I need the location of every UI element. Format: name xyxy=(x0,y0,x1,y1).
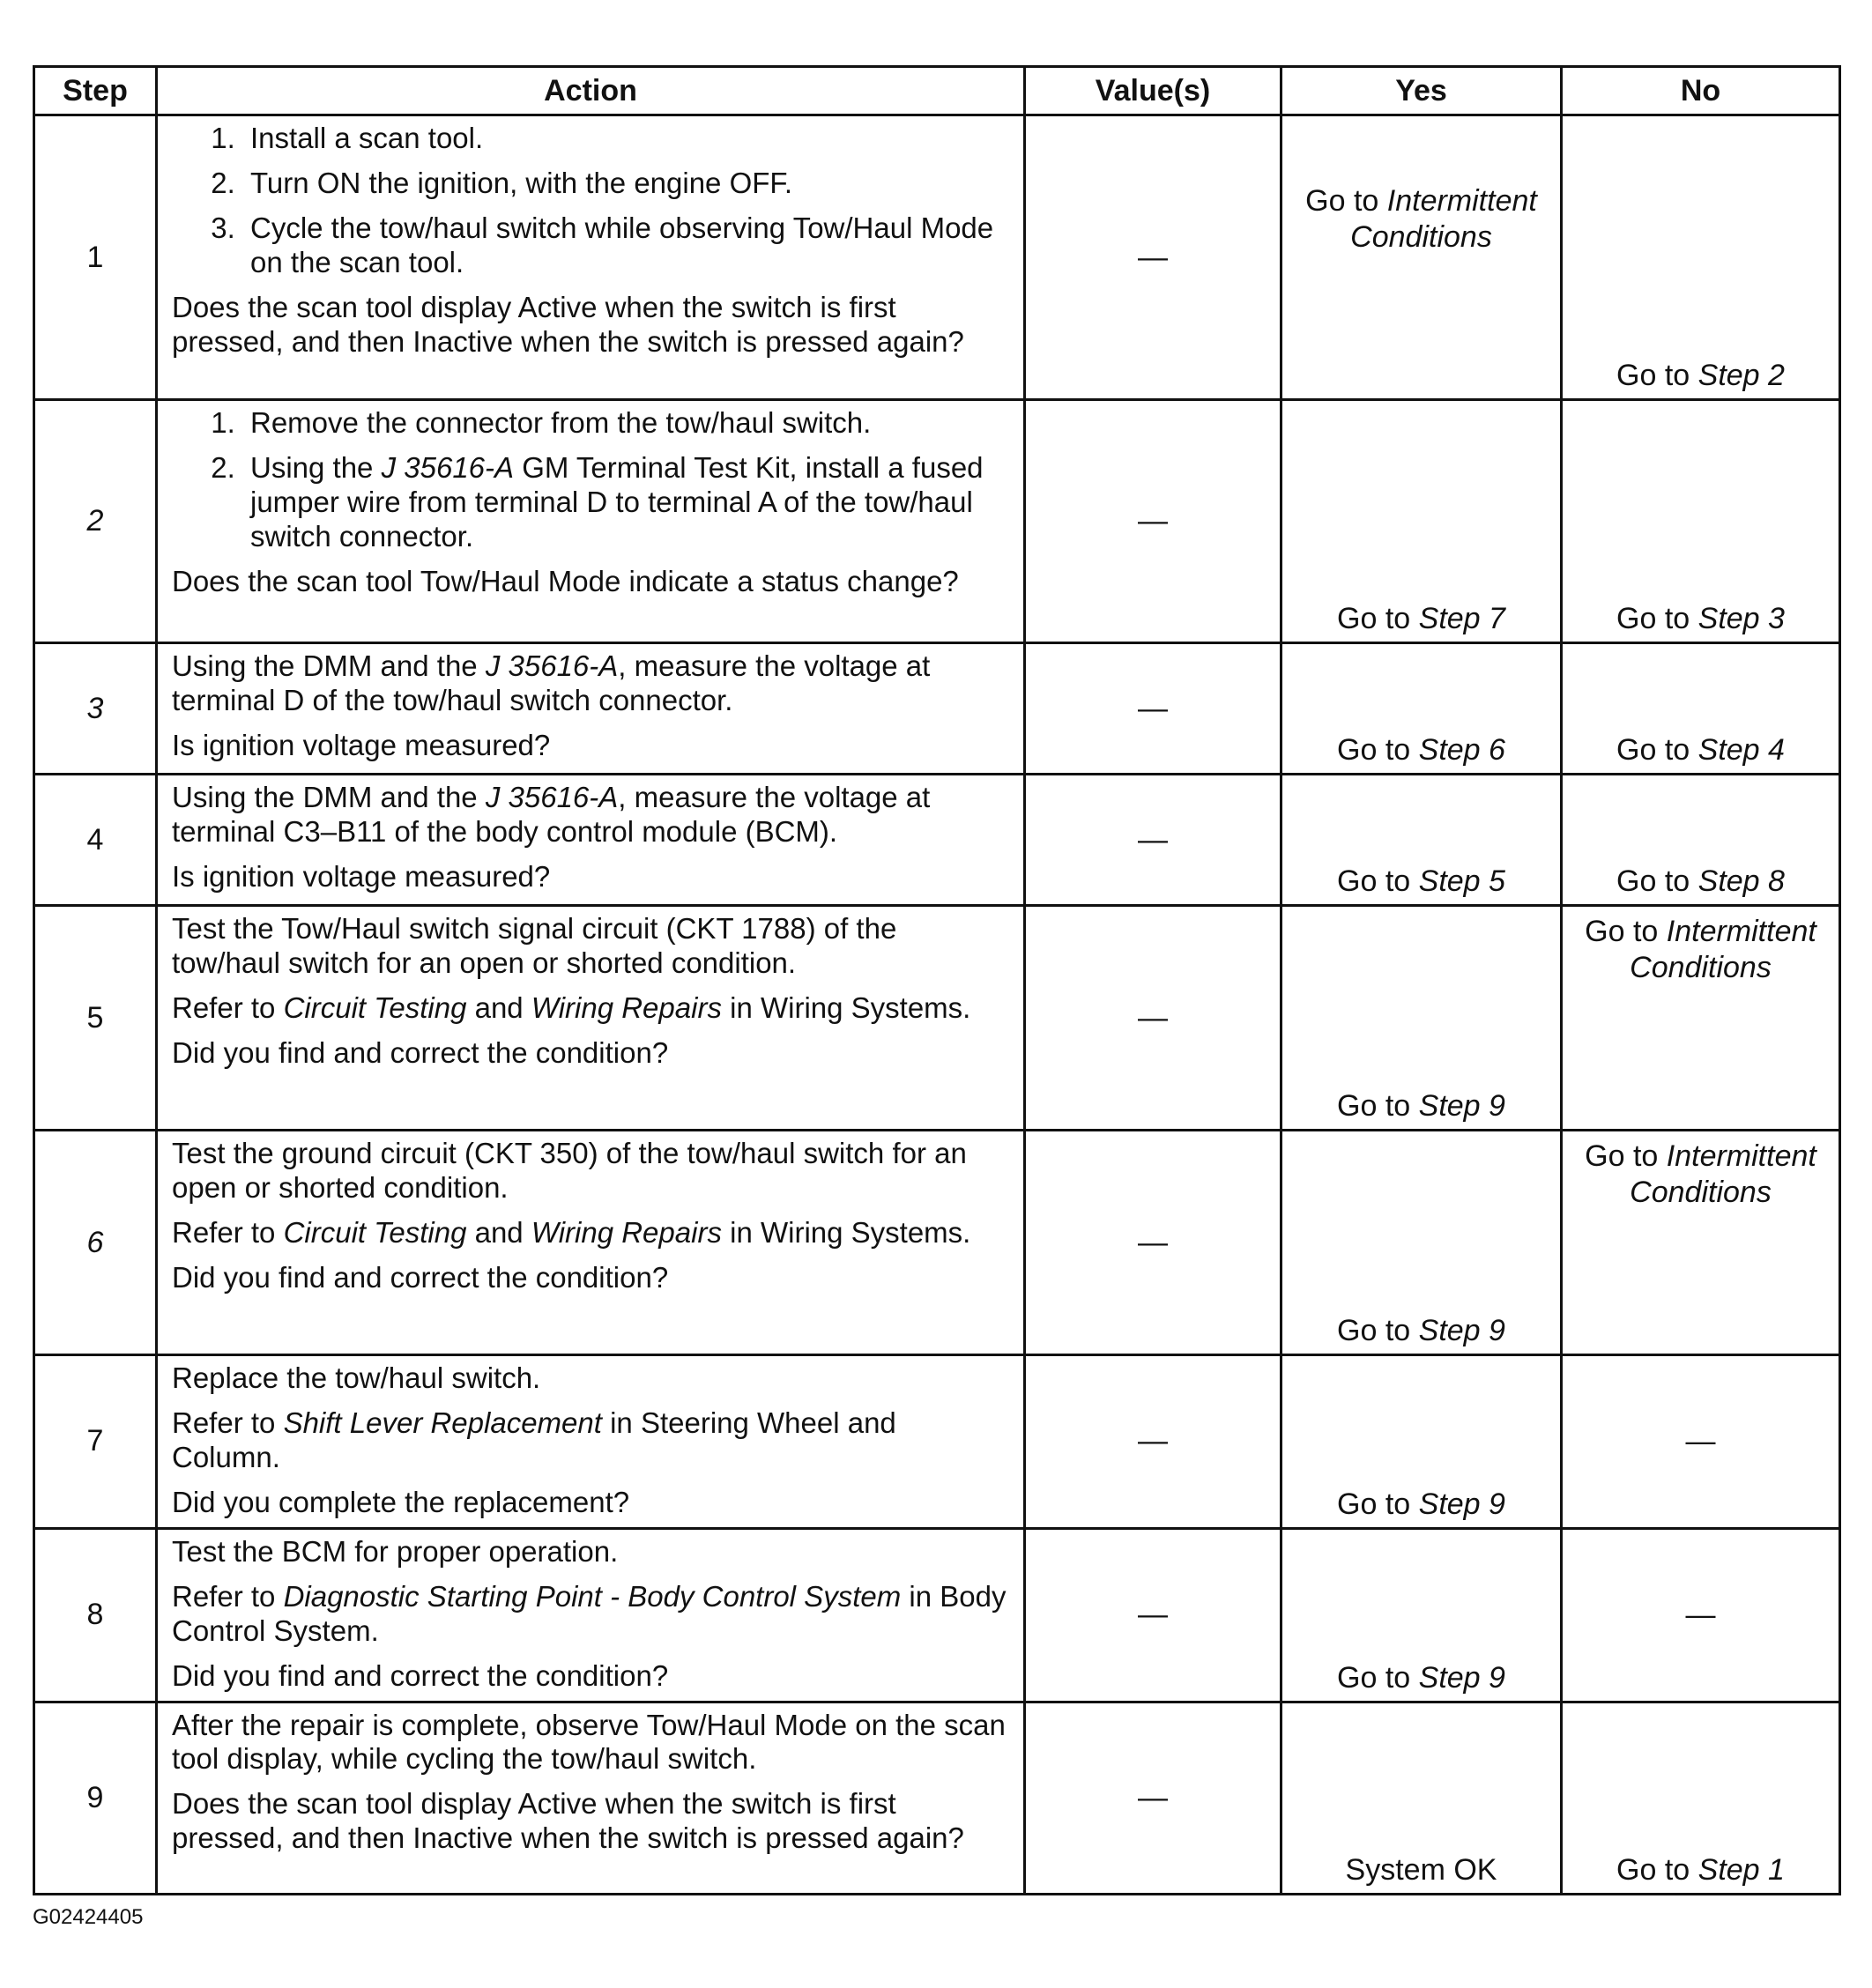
value-cell: — xyxy=(1025,906,1281,1131)
action-text: Replace the tow/haul switch. xyxy=(172,1361,541,1394)
action-question: Does the scan tool display Active when the switch is first pressed, and then Inactive when the switch is pressed again? xyxy=(172,290,964,358)
table-row xyxy=(34,1702,1840,1894)
action-steps xyxy=(172,406,1009,554)
yes-cell xyxy=(1281,775,1562,906)
yes-result: Go to Intermittent Conditions xyxy=(1305,184,1537,254)
yes-cell xyxy=(1281,1131,1562,1355)
step-number: 4 xyxy=(34,775,157,906)
yes-cell xyxy=(1281,1702,1562,1894)
action-question: Is ignition voltage measured? xyxy=(172,728,551,761)
header-no: No xyxy=(1562,67,1840,115)
yes-link: Step 7 xyxy=(1418,602,1505,635)
table-row xyxy=(34,775,1840,906)
list-item: 2. Using the J 35616-A GM Terminal Test Kit, install a fused jumper wire from terminal D to terminal A of the tow/haul switch connector. xyxy=(243,451,1009,554)
step-number: 3 xyxy=(34,643,157,775)
action-cell xyxy=(157,115,1025,400)
list-item: 3. Cycle the tow/haul switch while observing Tow/Haul Mode on the scan tool. xyxy=(243,211,1009,280)
no-cell xyxy=(1562,1131,1840,1355)
table-row xyxy=(34,1131,1840,1355)
yes-link: Intermittent Conditions xyxy=(1350,184,1537,254)
no-cell xyxy=(1562,1702,1840,1894)
header-row xyxy=(34,67,1840,115)
tool-name: J 35616-A xyxy=(381,450,515,484)
no-cell xyxy=(1562,775,1840,906)
no-result: — xyxy=(1685,1424,1716,1458)
step-number: 7 xyxy=(34,1355,157,1529)
no-link: Step 1 xyxy=(1697,1852,1785,1887)
no-cell xyxy=(1562,1355,1840,1529)
yes-cell xyxy=(1281,115,1562,400)
action-question: Does the scan tool display Active when the switch is first pressed, and then Inactive when the switch is pressed again? xyxy=(172,1787,964,1855)
figure-id: G02424405 xyxy=(33,1905,144,1929)
action-steps xyxy=(172,122,1009,280)
no-result: Go to Intermittent Conditions xyxy=(1585,915,1816,984)
table-row xyxy=(34,1355,1840,1529)
no-link: Intermittent Conditions xyxy=(1630,1139,1816,1209)
no-result: — xyxy=(1685,1598,1716,1632)
value-cell: — xyxy=(1025,1528,1281,1702)
step-number: 8 xyxy=(34,1528,157,1702)
yes-result: Go to Step 9 xyxy=(1337,1314,1505,1347)
action-text: After the repair is complete, observe Tow/Haul Mode on the scan tool display, while cycling the tow/haul switch. xyxy=(172,1708,1006,1776)
ref-link: Circuit Testing xyxy=(283,990,467,1024)
yes-link: Step 9 xyxy=(1418,1660,1505,1695)
yes-link: Step 9 xyxy=(1418,1089,1505,1123)
yes-cell xyxy=(1281,906,1562,1131)
value-cell: — xyxy=(1025,1702,1281,1894)
yes-cell xyxy=(1281,1355,1562,1529)
no-cell xyxy=(1562,1528,1840,1702)
diagnostic-table xyxy=(33,65,1841,1895)
yes-cell xyxy=(1281,643,1562,775)
table-row xyxy=(34,643,1840,775)
action-text: Test the BCM for proper operation. xyxy=(172,1534,619,1568)
value-cell: — xyxy=(1025,1355,1281,1529)
value-cell: — xyxy=(1025,115,1281,400)
action-question: Does the scan tool Tow/Haul Mode indicate a status change? xyxy=(172,564,959,597)
no-result: Go to Step 1 xyxy=(1616,1852,1785,1887)
header-step: Step xyxy=(34,67,157,115)
no-link: Step 2 xyxy=(1697,359,1785,392)
action-text: Test the ground circuit (CKT 350) of the tow/haul switch for an open or shorted condition. xyxy=(172,1137,967,1204)
action-text: Test the Tow/Haul switch signal circuit (CKT 1788) of the tow/haul switch for an open or shorted condition. xyxy=(172,912,897,979)
ref-link: Circuit Testing xyxy=(283,1215,467,1249)
action-question: Did you complete the replacement? xyxy=(172,1485,630,1518)
yes-link: Step 9 xyxy=(1418,1314,1505,1347)
action-cell xyxy=(157,1528,1025,1702)
yes-result: Go to Step 9 xyxy=(1337,1089,1505,1123)
no-cell xyxy=(1562,643,1840,775)
table-row xyxy=(34,1528,1840,1702)
step-number: 6 xyxy=(34,1131,157,1355)
no-result: Go to Step 4 xyxy=(1616,733,1785,767)
tool-name: J 35616-A xyxy=(485,649,619,682)
action-question: Did you find and correct the condition? xyxy=(172,1658,669,1692)
tool-name: J 35616-A xyxy=(485,781,619,813)
yes-cell xyxy=(1281,400,1562,643)
no-result: Go to Step 2 xyxy=(1616,359,1785,392)
value-cell: — xyxy=(1025,775,1281,906)
no-cell xyxy=(1562,115,1840,400)
list-item: 1. Remove the connector from the tow/haul switch. xyxy=(243,406,1009,441)
table-row xyxy=(34,906,1840,1131)
yes-result: System OK xyxy=(1345,1852,1497,1887)
action-question: Is ignition voltage measured? xyxy=(172,859,551,893)
table-row xyxy=(34,115,1840,400)
ref-link: Wiring Repairs xyxy=(531,990,722,1024)
step-number: 2 xyxy=(34,400,157,643)
action-question: Did you find and correct the condition? xyxy=(172,1260,669,1294)
yes-result: Go to Step 9 xyxy=(1337,1660,1505,1695)
no-link: Step 3 xyxy=(1697,602,1785,635)
no-result: Go to Step 3 xyxy=(1616,602,1785,635)
action-cell xyxy=(157,643,1025,775)
action-cell xyxy=(157,1131,1025,1355)
action-text: Using the DMM and the J 35616-A, measure the voltage at terminal D of the tow/haul switch connector. xyxy=(172,649,931,716)
no-result: Go to Intermittent Conditions xyxy=(1585,1139,1816,1209)
action-refer: Refer to Circuit Testing and Wiring Repairs in Wiring Systems. xyxy=(172,1215,971,1249)
yes-result: Go to Step 6 xyxy=(1337,733,1505,767)
list-item: 1. Install a scan tool. xyxy=(243,122,1009,156)
value-cell: — xyxy=(1025,1131,1281,1355)
value-cell: — xyxy=(1025,643,1281,775)
header-yes: Yes xyxy=(1281,67,1562,115)
action-cell xyxy=(157,1355,1025,1529)
header-action: Action xyxy=(157,67,1025,115)
ref-link: Shift Lever Replacement xyxy=(283,1406,602,1439)
no-cell xyxy=(1562,400,1840,643)
no-result: Go to Step 8 xyxy=(1616,864,1785,898)
header-values: Value(s) xyxy=(1025,67,1281,115)
yes-result: Go to Step 9 xyxy=(1337,1487,1505,1521)
action-cell xyxy=(157,775,1025,906)
step-number: 5 xyxy=(34,906,157,1131)
table-row xyxy=(34,400,1840,643)
yes-link: Step 6 xyxy=(1418,733,1505,767)
yes-link: Step 5 xyxy=(1418,864,1505,898)
no-link: Intermittent Conditions xyxy=(1630,915,1816,984)
value-cell: — xyxy=(1025,400,1281,643)
action-refer: Refer to Circuit Testing and Wiring Repairs in Wiring Systems. xyxy=(172,990,971,1024)
ref-link: Wiring Repairs xyxy=(531,1215,722,1249)
action-cell xyxy=(157,400,1025,643)
action-cell xyxy=(157,1702,1025,1894)
action-cell xyxy=(157,906,1025,1131)
action-refer: Refer to Shift Lever Replacement in Steering Wheel and Column. xyxy=(172,1406,896,1473)
step-number: 1 xyxy=(34,115,157,400)
yes-result: Go to Step 5 xyxy=(1337,864,1505,898)
step-number: 9 xyxy=(34,1702,157,1894)
no-link: Step 8 xyxy=(1697,864,1785,898)
action-question: Did you find and correct the condition? xyxy=(172,1035,669,1069)
action-refer: Refer to Diagnostic Starting Point - Body Control System in Body Control System. xyxy=(172,1579,1007,1647)
no-cell xyxy=(1562,906,1840,1131)
list-item: 2. Turn ON the ignition, with the engine OFF. xyxy=(243,167,1009,201)
yes-cell xyxy=(1281,1528,1562,1702)
no-link: Step 4 xyxy=(1697,733,1785,767)
yes-link: Step 9 xyxy=(1418,1487,1505,1521)
action-text: Using the DMM and the J 35616-A, measure the voltage at terminal C3–B11 of the body control module (BCM). xyxy=(172,781,931,848)
ref-link: Diagnostic Starting Point - Body Control System xyxy=(283,1579,902,1613)
yes-result: Go to Step 7 xyxy=(1337,602,1505,635)
